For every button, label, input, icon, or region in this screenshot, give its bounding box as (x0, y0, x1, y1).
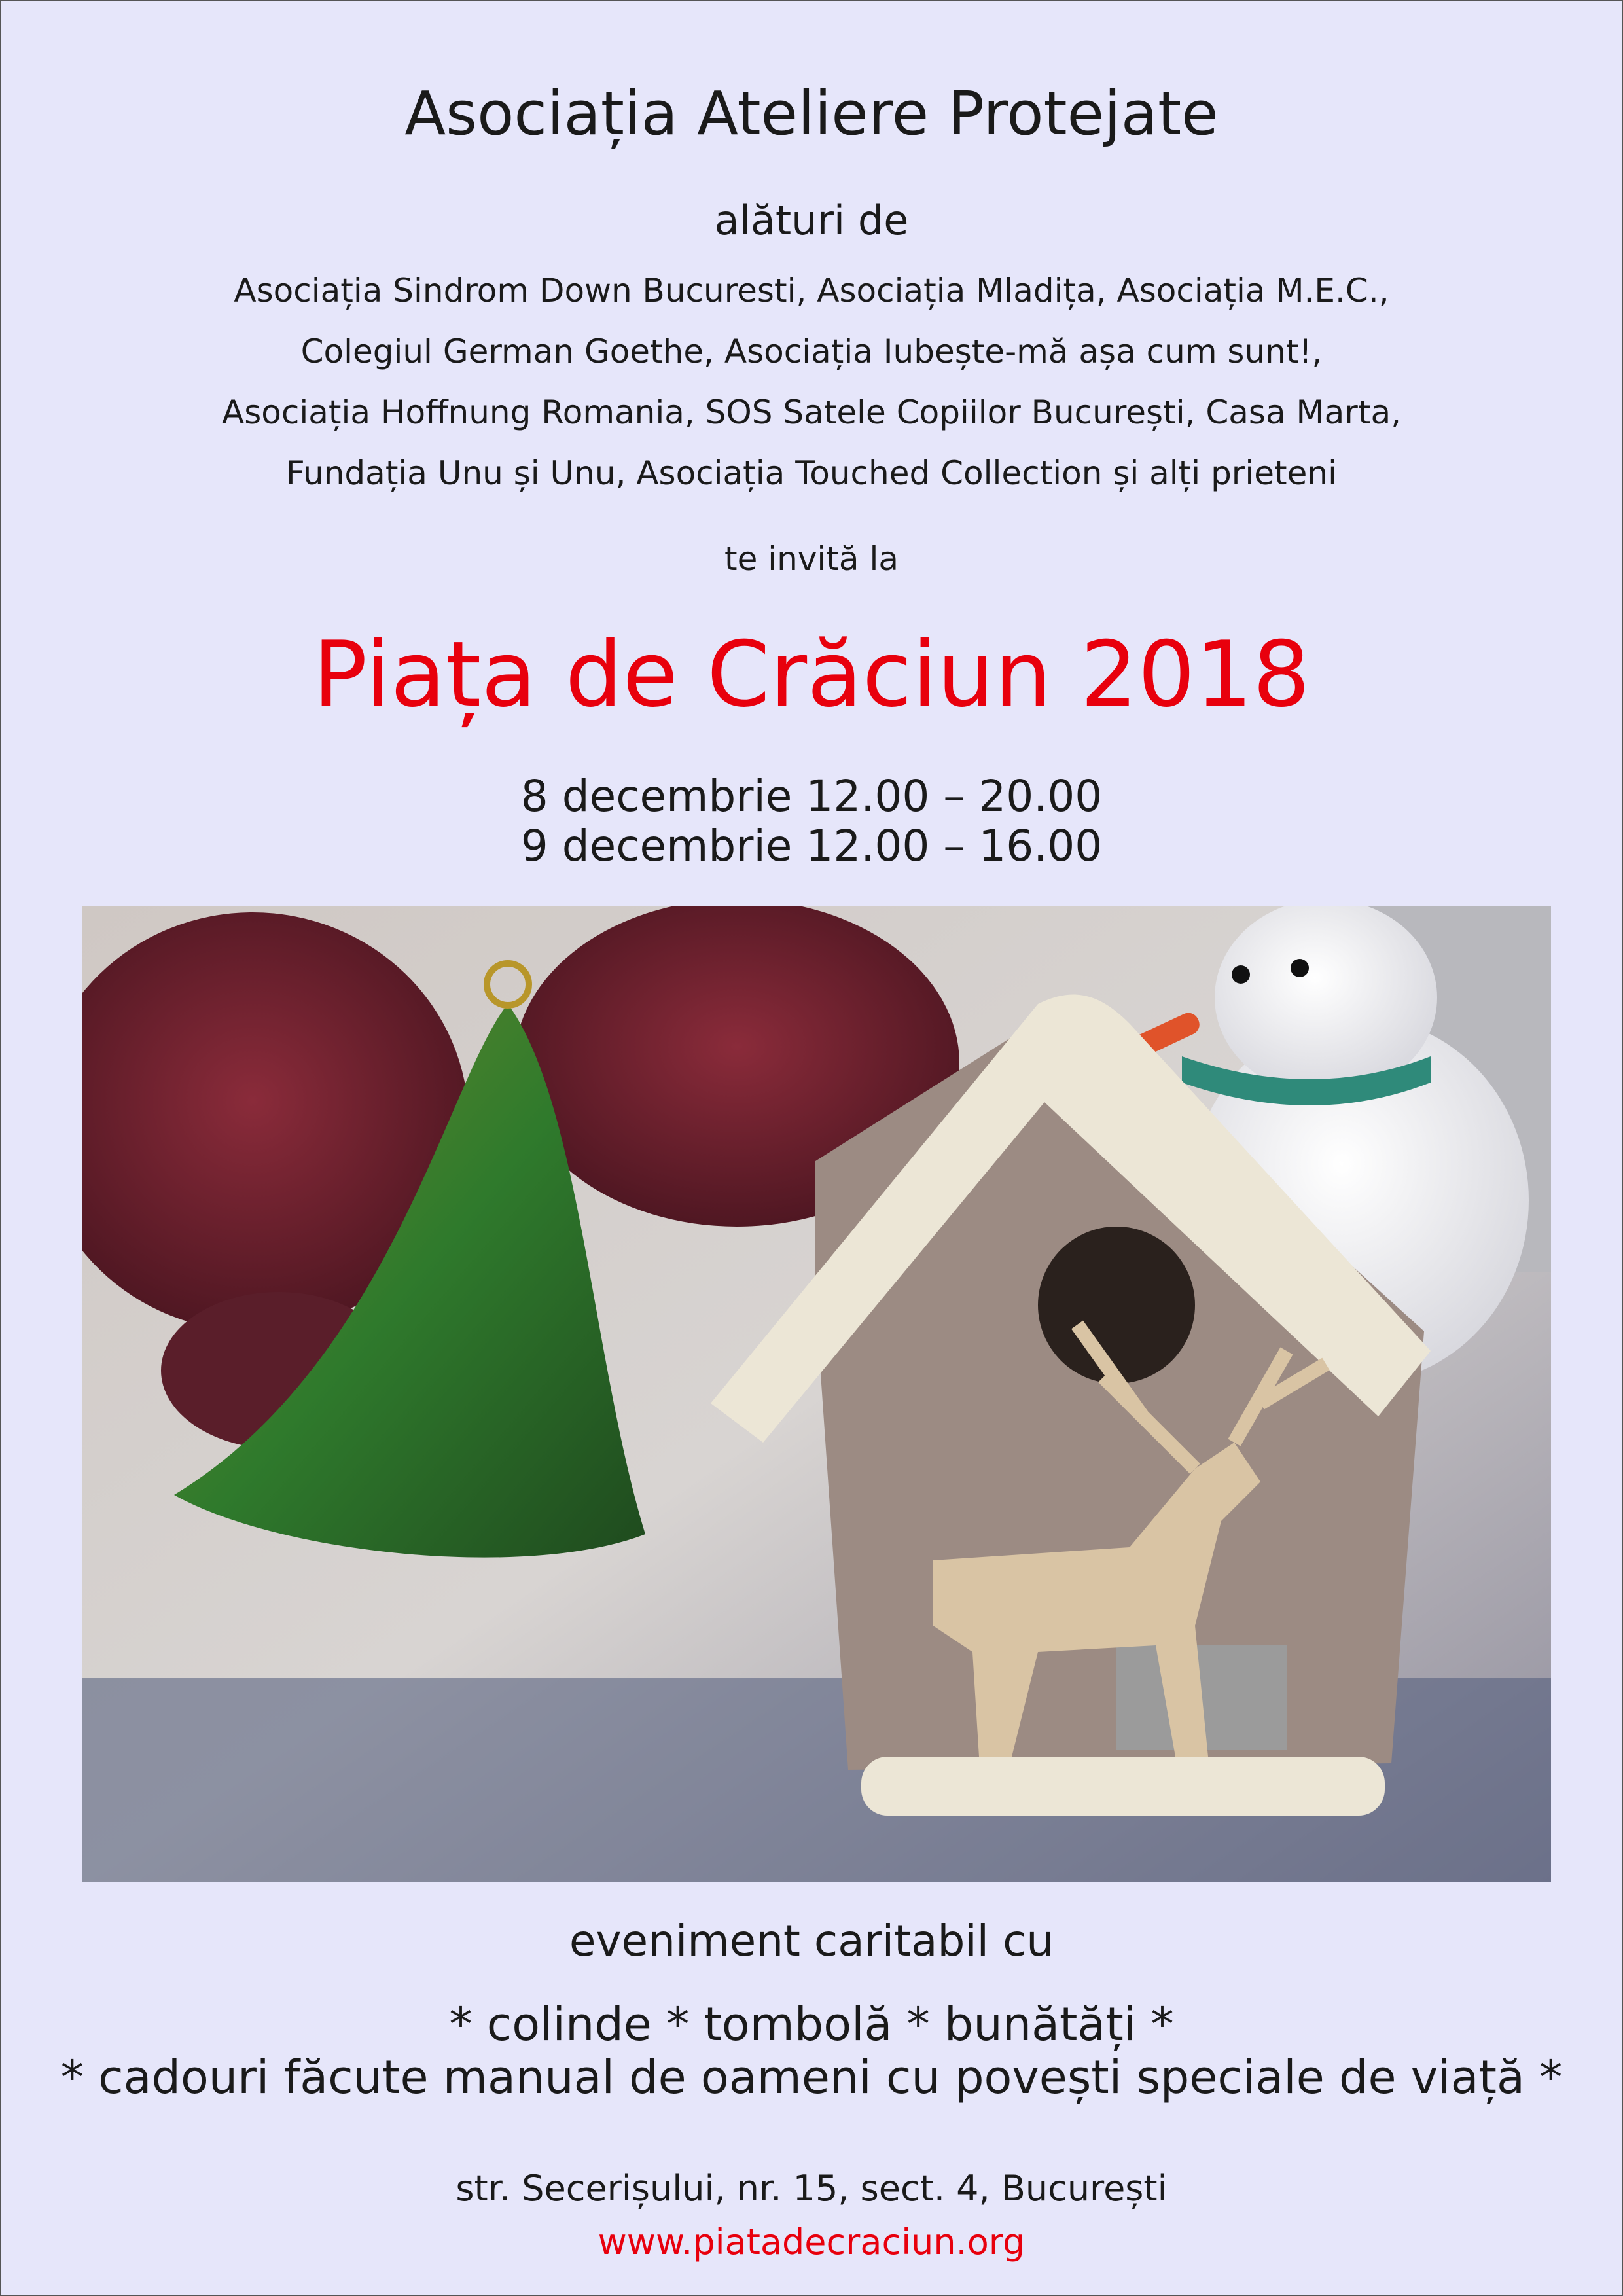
features-line: * colinde * tombolă * bunătăți * (449, 1998, 1174, 2051)
partners-line: Colegiul German Goethe, Asociația Iubește-mă așa cum sunt!, (300, 332, 1323, 370)
event-date-line: 9 decembrie 12.00 – 16.00 (520, 821, 1103, 871)
charity-label: eveniment caritabil cu (569, 1916, 1054, 1966)
event-date-line: 8 decembrie 12.00 – 20.00 (520, 771, 1103, 821)
organizer-name: Asociația Ateliere Protejate (404, 79, 1219, 149)
partners-line: Asociația Sindrom Down Bucuresti, Asociația Mladița, Asociația M.E.C., (234, 272, 1389, 310)
together-with-label: alături de (714, 196, 909, 244)
event-address: str. Secerișului, nr. 15, sect. 4, București (455, 2168, 1168, 2209)
invite-label: te invită la (724, 540, 899, 578)
features-line: * cadouri făcute manual de oameni cu povești speciale de viață * (60, 2051, 1563, 2104)
website-link[interactable]: www.piatadecraciun.org (597, 2221, 1026, 2263)
event-title: Piața de Crăciun 2018 (313, 622, 1310, 727)
ornaments-photo (82, 906, 1551, 1882)
partners-line: Fundația Unu și Unu, Asociația Touched Collection și alți prieteni (286, 454, 1337, 492)
partners-line: Asociația Hoffnung Romania, SOS Satele Copiilor București, Casa Marta, (222, 393, 1401, 431)
